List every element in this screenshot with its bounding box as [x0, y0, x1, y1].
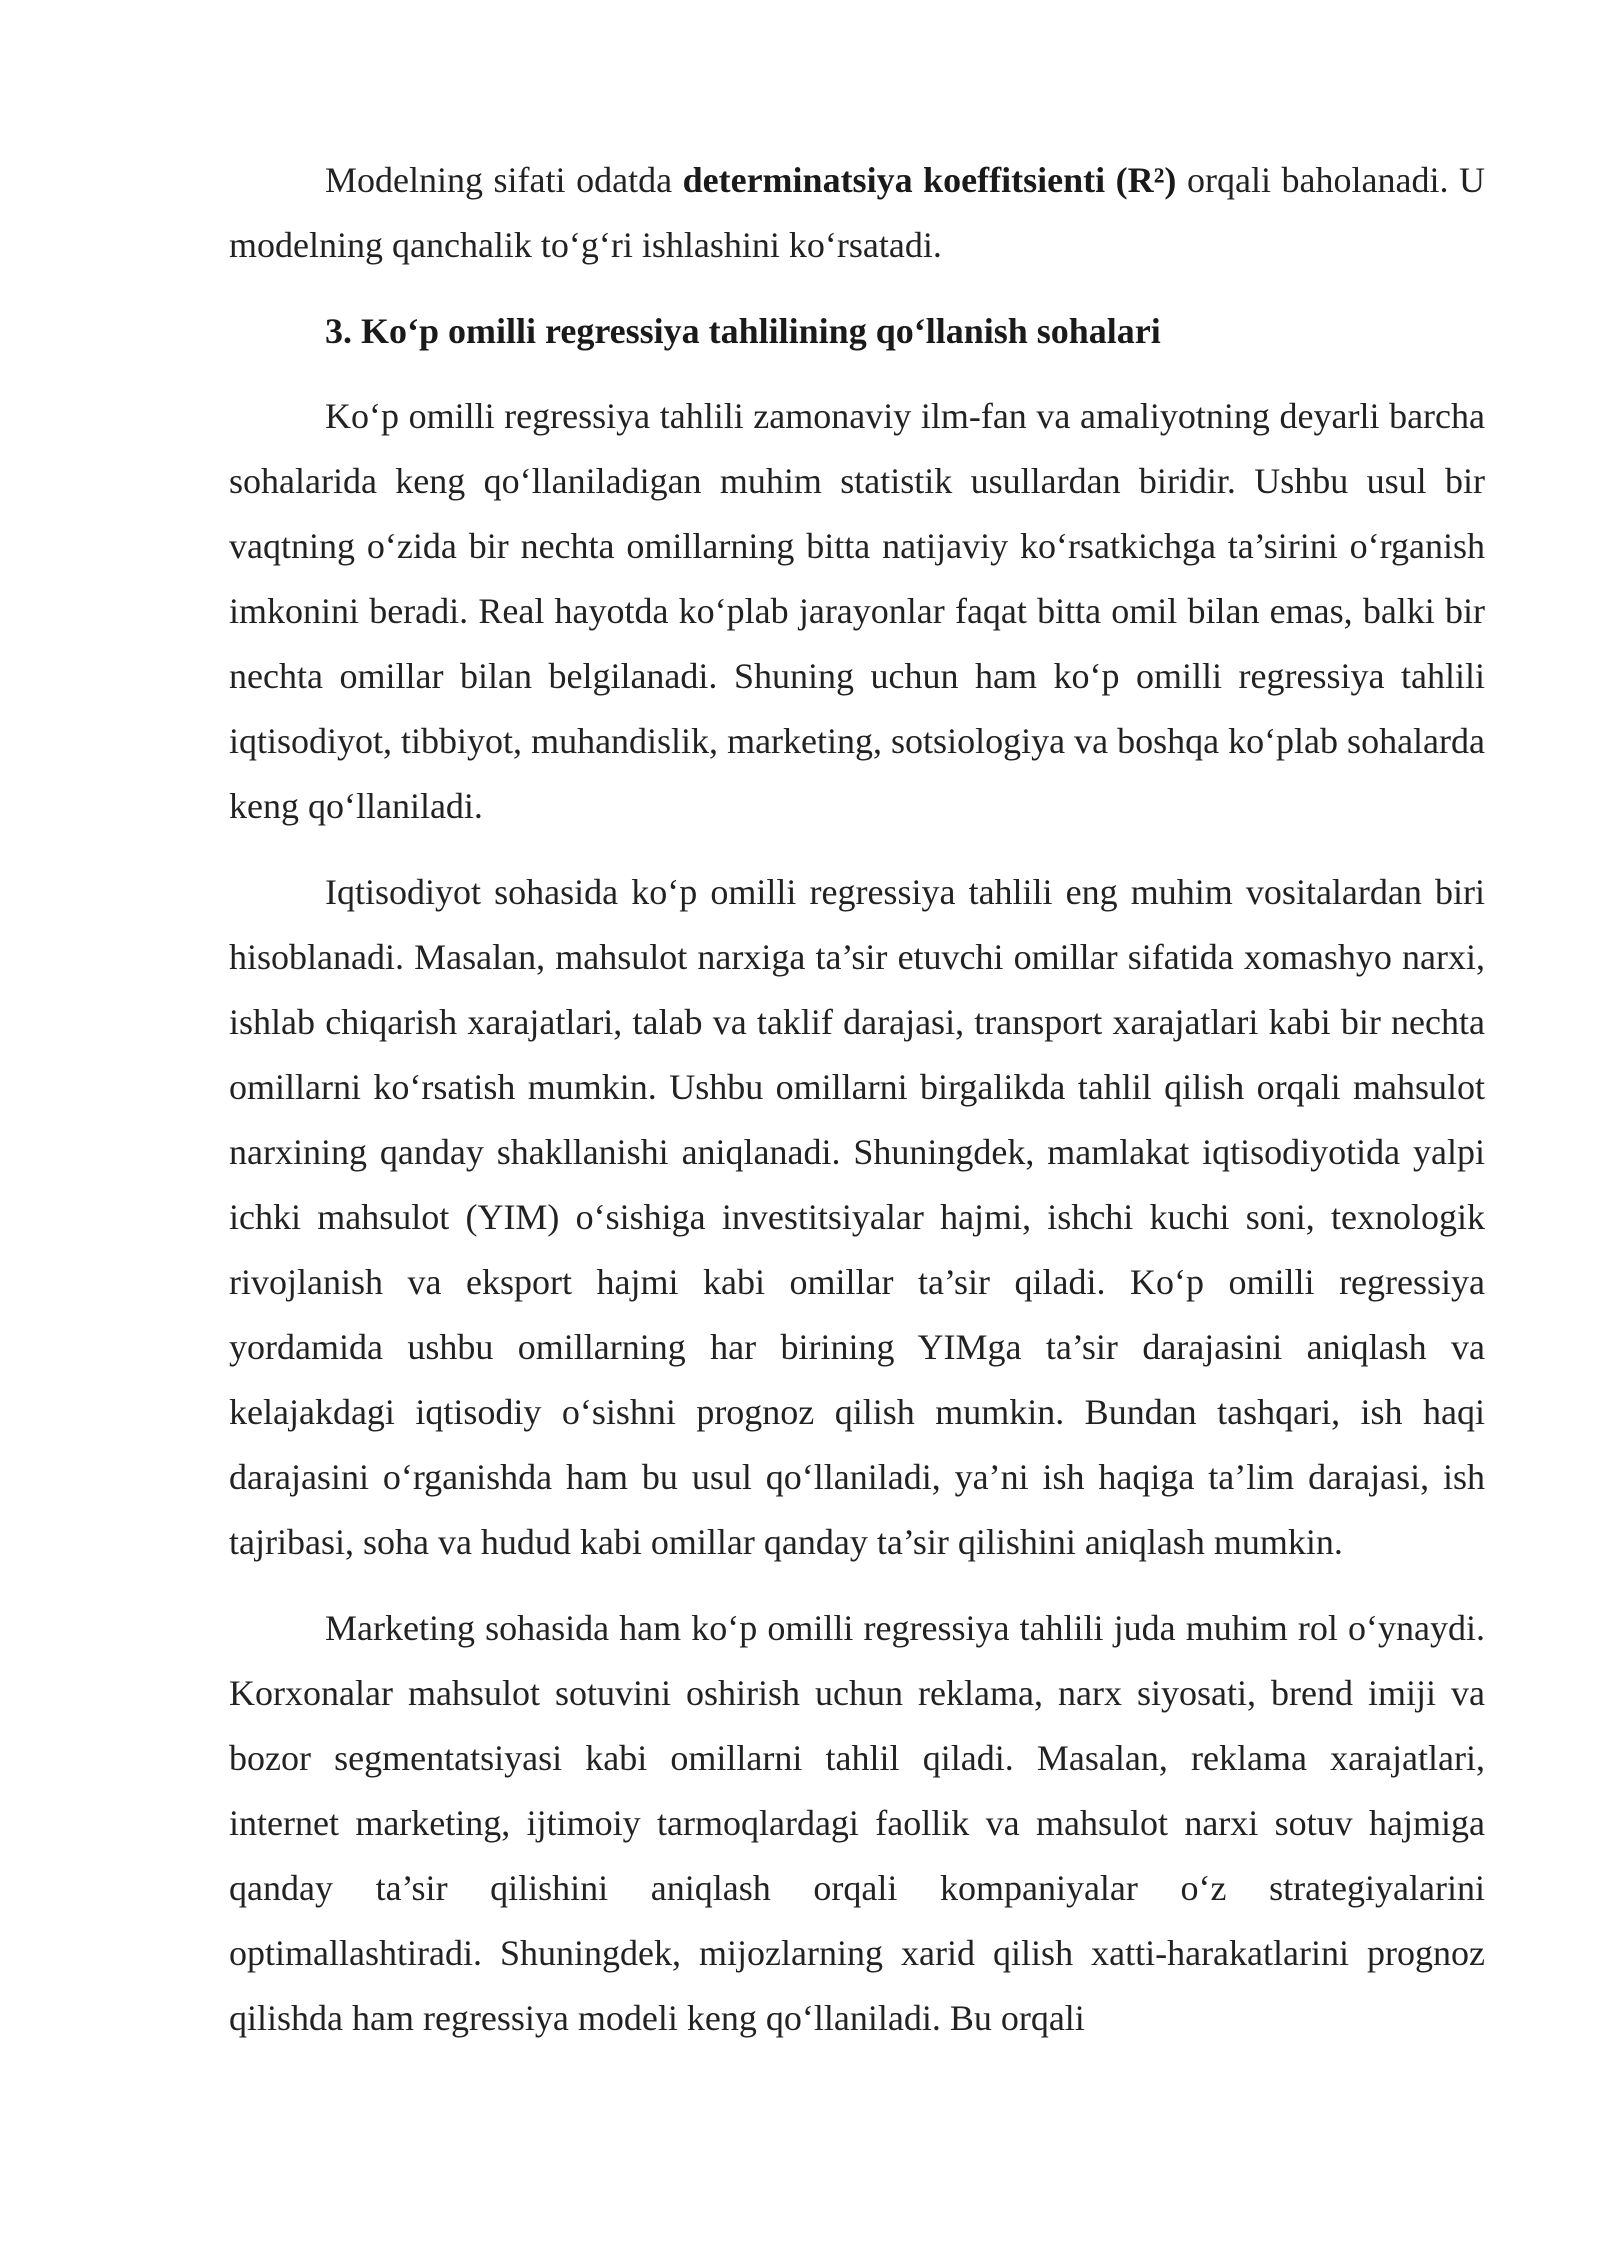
intro-paragraph	[229, 148, 1485, 278]
intro-text-after: orqali baholanadi. U modelning qanchalik to‘g‘ri ishlashini ko‘rsatadi.	[229, 160, 1485, 265]
intro-bold-term: determinatsiya koeffitsienti (R²)	[682, 160, 1177, 200]
body-paragraph: Ko‘p omilli regressiya tahlili zamonaviy ilm-fan va amaliyotning deyarli barcha sohalarida keng qo‘llaniladigan muhim statistik usullardan biridir. Ushbu usul bir vaqtning o‘zida bir nechta omillarning bitta natijaviy ko‘rsatkichga ta’sirini o‘rganish imkonini beradi. Real hayotda ko‘plab jarayonlar faqat bitta omil bilan emas, balki bir nechta omillar bilan belgilanadi. Shuning uchun ham ko‘p omilli regressiya tahlili iqtisodiyot, tibbiyot, muhandislik, marketing, sotsiologiya va boshqa ko‘plab sohalarda keng qo‘llaniladi.	[229, 396, 1485, 826]
intro-text-before: Modelning sifati odatda	[325, 160, 683, 200]
section-heading: 3. Ko‘p omilli regressiya tahlilining qo‘llanish sohalari	[325, 311, 1161, 351]
body-paragraph: Iqtisodiyot sohasida ko‘p omilli regressiya tahlili eng muhim vositalardan biri hisoblanadi. Masalan, mahsulot narxiga ta’sir etuvchi omillar sifatida xomashyo narxi, ishlab chiqarish xarajatlari, talab va taklif darajasi, transport xarajatlari kabi bir nechta omillarni ko‘rsatish mumkin. Ushbu omillarni birgalikda tahlil qilish orqali mahsulot narxining qanday shakllanishi aniqlanadi. Shuningdek, mamlakat iqtisodiyotida yalpi ichki mahsulot (YIM) o‘sishiga investitsiyalar hajmi, ishchi kuchi soni, texnologik rivojlanish va eksport hajmi kabi omillar ta’sir qiladi. Ko‘p omilli regressiya yordamida ushbu omillarning har birining YIMga ta’sir darajasini aniqlash va kelajakdagi iqtisodiy o‘sishni prognoz qilish mumkin. Bundan tashqari, ish haqi darajasini o‘rganishda ham bu usul qo‘llaniladi, ya’ni ish haqiga ta’lim darajasi, ish tajribasi, soha va hudud kabi omillar qanday ta’sir qilishini aniqlash mumkin.	[229, 872, 1485, 1562]
body-paragraph: Marketing sohasida ham ko‘p omilli regressiya tahlili juda muhim rol o‘ynaydi. Korxonalar mahsulot sotuvini oshirish uchun reklama, narx siyosati, brend imiji va bozor segmentatsiyasi kabi omillarni tahlil qiladi. Masalan, reklama xarajatlari, internet marketing, ijtimoiy tarmoqlardagi faollik va mahsulot narxi sotuv hajmiga qanday ta’sir qilishini aniqlash orqali kompaniyalar o‘z strategiyalarini optimallashtiradi. Shuningdek, mijozlarning xarid qilish xatti-harakatlarini prognoz qilishda ham regressiya modeli keng qo‘llaniladi. Bu orqali	[229, 1608, 1485, 2038]
document-page	[229, 148, 1485, 2051]
